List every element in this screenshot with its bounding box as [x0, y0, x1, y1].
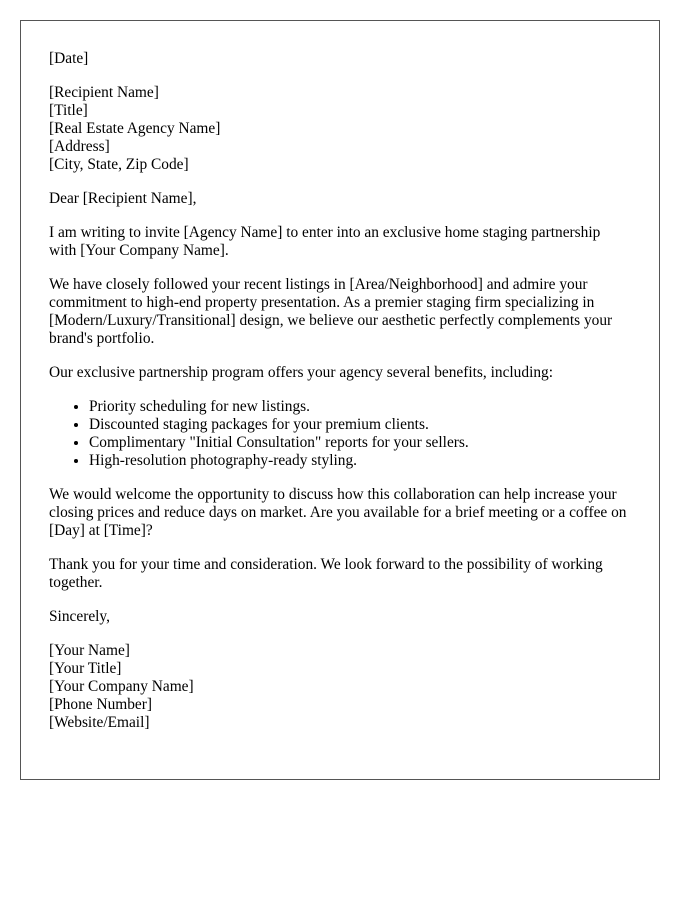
recipient-agency: [Real Estate Agency Name] [49, 120, 221, 137]
recipient-address-block [49, 84, 631, 174]
recipient-address: [Address] [49, 138, 110, 155]
signature-phone: [Phone Number] [49, 696, 153, 713]
list-item: • Discounted staging packages for your premium clients. [89, 416, 631, 434]
list-item: • High-resolution photography-ready styling. [89, 452, 631, 470]
signature-block [49, 642, 631, 732]
salutation: Dear [Recipient Name], [49, 190, 197, 207]
observation-paragraph: We have closely followed your recent listings in [Area/Neighborhood] and admire your commitment to high-end property presentation. As a premier staging firm specializing in [Modern/Luxury/Transitional] design, we believe our aesthetic perfectly complements your brand's portfolio. [49, 276, 613, 347]
intro-paragraph: I am writing to invite [Agency Name] to enter into an exclusive home staging partnership with [Your Company Name]. [49, 224, 601, 259]
list-item: • Complimentary "Initial Consultation" reports for your sellers. [89, 434, 631, 452]
benefits-list [49, 398, 631, 470]
signature-title: [Your Title] [49, 660, 122, 677]
list-item: • Priority scheduling for new listings. [89, 398, 631, 416]
recipient-name: [Recipient Name] [49, 84, 159, 101]
benefits-intro-paragraph: Our exclusive partnership program offers your agency several benefits, including: [49, 364, 554, 381]
letter-page [20, 20, 660, 780]
letter-date: [Date] [49, 50, 89, 67]
thanks-paragraph: Thank you for your time and consideration. We look forward to the possibility of working together. [49, 556, 603, 591]
invitation-paragraph: We would welcome the opportunity to discuss how this collaboration can help increase your closing prices and reduce days on market. Are you available for a brief meeting or a coffee on [Day] at [Time]? [49, 486, 627, 539]
signature-company: [Your Company Name] [49, 678, 194, 695]
sign-off: Sincerely, [49, 608, 110, 625]
recipient-title: [Title] [49, 102, 88, 119]
signature-web-email: [Website/Email] [49, 714, 150, 731]
signature-name: [Your Name] [49, 642, 130, 659]
recipient-city-state-zip: [City, State, Zip Code] [49, 156, 189, 173]
